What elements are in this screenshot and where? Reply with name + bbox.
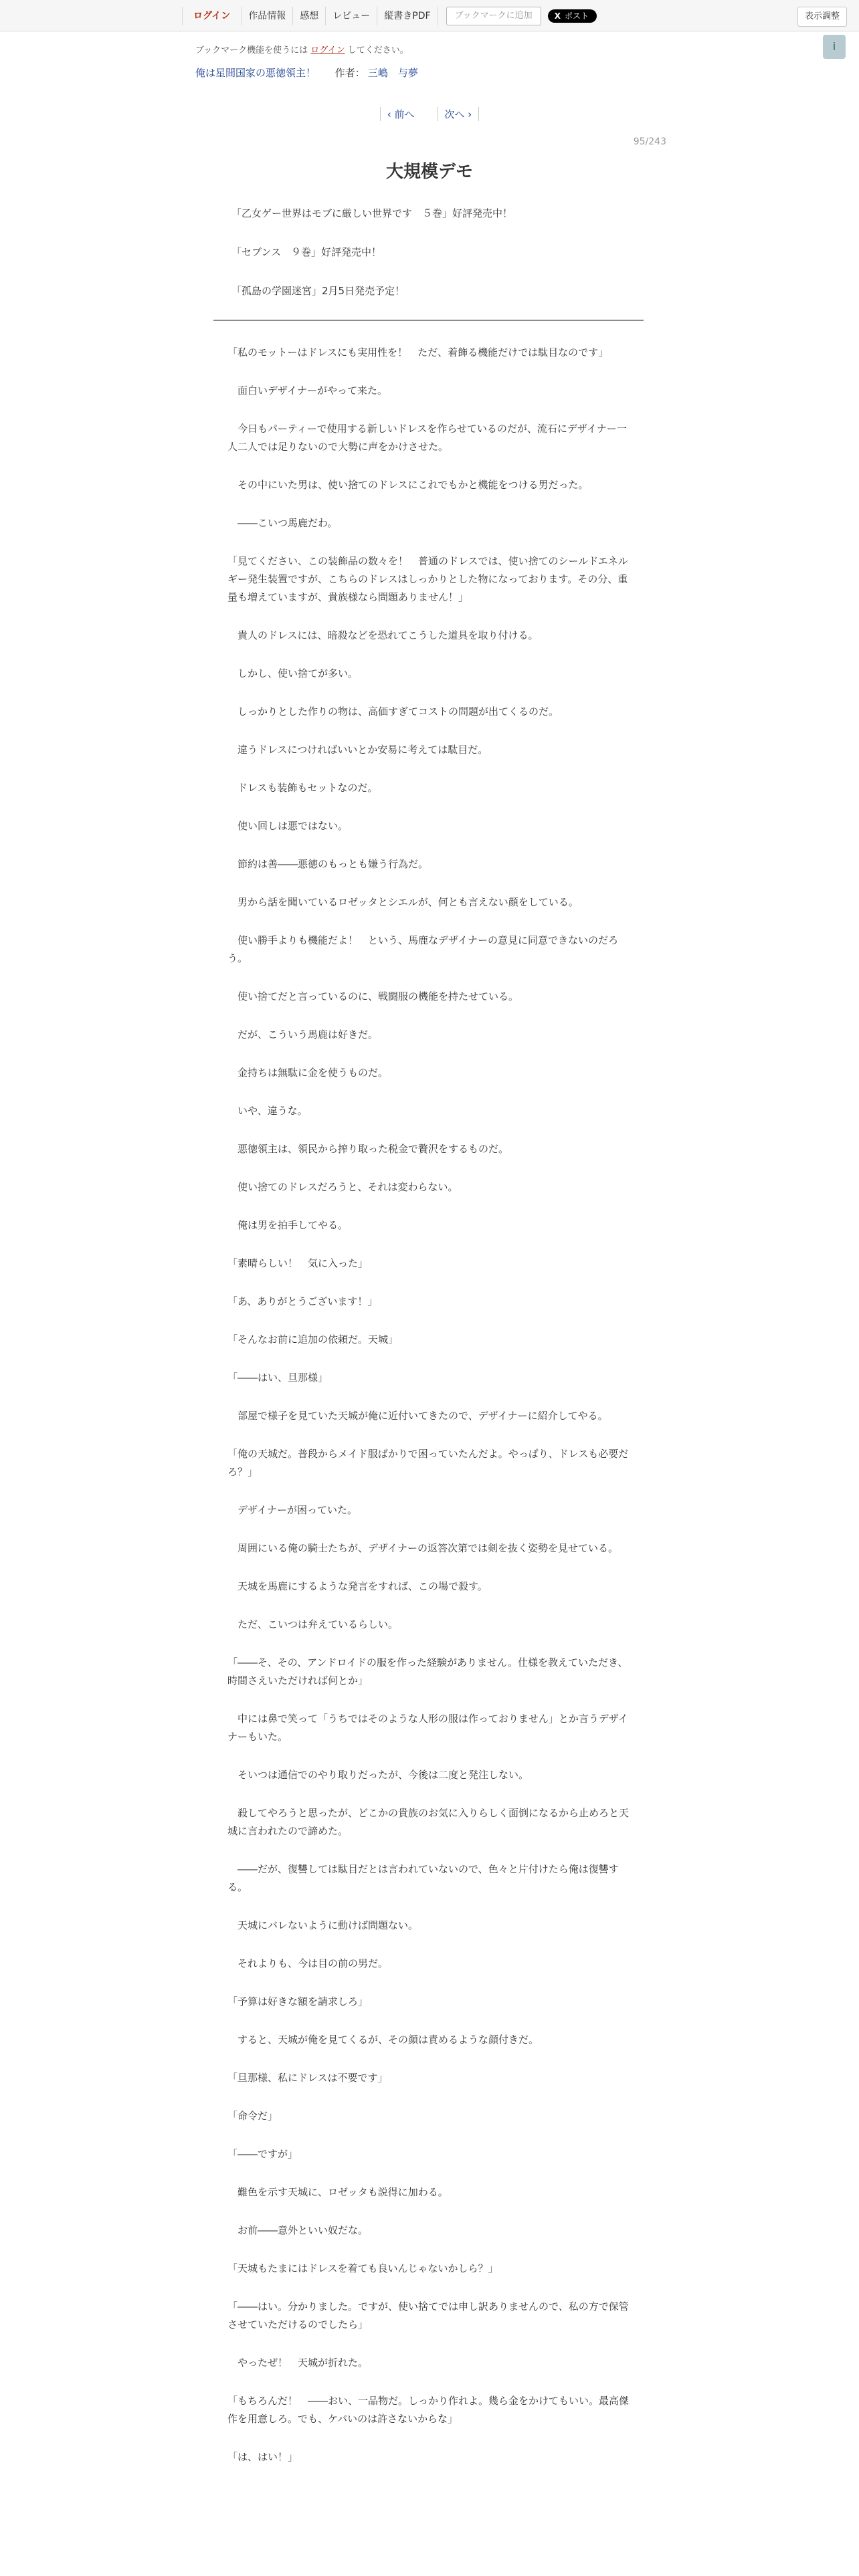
body-paragraph: 殺してやろうと思ったが、どこかの貴族のお気に入りらしく面倒になるから止めろと天城に言われたので諦めた。 xyxy=(227,1807,630,1837)
body-paragraph: 天城にバレないように動けば問題ない。 xyxy=(237,1919,419,1931)
body-paragraph: 周囲にいる俺の騎士たちが、デザイナーの返答次第では剣を抜く姿勢を見せている。 xyxy=(237,1542,618,1554)
body-paragraph: 「俺の天城だ。普段からメイド服ばかりで困っていたんだよ。やっぱり、ドレスも必要だろ？」 xyxy=(227,1448,629,1478)
nav-impressions[interactable]: 感想 xyxy=(292,7,325,25)
display-settings-button[interactable]: 表示調整 xyxy=(797,7,847,27)
body-paragraph: 使い捨てのドレスだろうと、それは変わらない。 xyxy=(237,1181,458,1193)
body-paragraph: 「見てください、この装飾品の数々を！ 普通のドレスでは、使い捨てのシールドエネルギー発生装置ですが、こちらのドレスはしっかりとした物になっております。その分、重量も増えていますが、貴族様なら問題ありません！」 xyxy=(227,555,628,603)
body-paragraph: 男から話を聞いているロゼッタとシエルが、何とも言えない顔をしている。 xyxy=(237,896,579,908)
body-paragraph: ただ、こいつは弁えているらしい。 xyxy=(237,1618,399,1630)
body-paragraph: 今日もパーティーで使用する新しいドレスを作らせているのだが、流石にデザイナー一人二人では足りないので大勢に声をかけさせた。 xyxy=(227,423,627,453)
episode-title: 大規模デモ xyxy=(385,162,473,182)
body-paragraph: 部屋で様子を見ていた天城が俺に近付いてきたので、デザイナーに紹介してやる。 xyxy=(237,1410,608,1422)
next-episode-link[interactable]: 次へ › xyxy=(438,107,480,121)
body-paragraph: 「は、はい！」 xyxy=(227,2451,298,2463)
notice-login-link[interactable]: ログイン xyxy=(310,45,345,56)
preface xyxy=(231,207,633,324)
nav-reviews[interactable]: レビュー xyxy=(325,7,377,25)
x-post-button[interactable] xyxy=(548,9,597,23)
body-paragraph: 使い勝手よりも機能だよ！ という、馬鹿なデザイナーの意見に同意できないのだろう。 xyxy=(227,934,618,964)
notice-suffix: してください。 xyxy=(345,45,409,56)
body-paragraph: 「もちろんだ！ ――おい、一品物だ。しっかり作れよ。幾ら金をかけてもいい。最高傑作を用意しろ。でも、ケバいのは許さないからな」 xyxy=(227,2395,630,2425)
preface-divider xyxy=(213,320,644,321)
body-paragraph: 節約は善――悪徳のもっとも嫌う行為だ。 xyxy=(237,858,429,870)
bookmark-notice xyxy=(195,43,409,56)
body-paragraph: 貴人のドレスには、暗殺などを恐れてこうした道具を取り付ける。 xyxy=(237,629,539,641)
preface-line: 「孤島の学園迷宮」2月5日発売予定！ xyxy=(231,285,405,297)
x-post-label: ポスト xyxy=(564,11,589,21)
prev-episode-link[interactable]: ‹ 前へ xyxy=(380,107,421,121)
body-paragraph: 天城を馬鹿にするような発言をすれば、この場で殺す。 xyxy=(237,1580,488,1592)
nav-vertical-pdf[interactable]: 縦書きPDF xyxy=(377,7,438,25)
body-paragraph: 使い回しは悪ではない。 xyxy=(237,820,349,832)
login-link[interactable]: ログイン xyxy=(182,7,241,25)
body-paragraph: しっかりとした作りの物は、高価すぎてコストの問題が出てくるのだ。 xyxy=(237,706,559,718)
body-paragraph: そいつは通信でのやり取りだったが、今後は二度と発注しない。 xyxy=(237,1769,529,1781)
top-toolbar xyxy=(0,0,859,31)
body-paragraph: 「旦那様、私にドレスは不要です」 xyxy=(227,2072,388,2084)
toolbar-nav xyxy=(182,7,597,25)
episode-body xyxy=(227,344,629,2486)
bookmark-add-button[interactable]: ブックマークに追加 xyxy=(446,7,541,25)
body-paragraph: 「――はい、旦那様」 xyxy=(227,1372,328,1384)
body-paragraph: やったぜ！ 天城が折れた。 xyxy=(237,2357,369,2369)
body-paragraph: それよりも、今は目の前の男だ。 xyxy=(237,1957,389,1969)
body-paragraph: 「あ、ありがとうございます！」 xyxy=(227,1295,378,1307)
body-paragraph: その中にいた男は、使い捨てのドレスにこれでもかと機能をつける男だった。 xyxy=(237,479,589,491)
notice-prefix: ブックマーク機能を使うには xyxy=(195,45,311,56)
episode-count: 95/243 xyxy=(633,136,666,147)
series-title-link[interactable]: 俺は星間国家の悪徳領主！ xyxy=(195,67,316,79)
x-logo-icon: X xyxy=(554,11,561,21)
body-paragraph: お前――意外といい奴だな。 xyxy=(237,2224,369,2236)
body-paragraph: 金持ちは無駄に金を使うものだ。 xyxy=(237,1067,389,1079)
body-paragraph: 「天城もたまにはドレスを着ても良いんじゃないかしら？」 xyxy=(227,2262,498,2274)
info-icon[interactable]: i xyxy=(823,35,846,59)
body-paragraph: しかし、使い捨てが多い。 xyxy=(237,667,359,679)
body-paragraph: 俺は男を拍手してやる。 xyxy=(237,1219,349,1231)
body-paragraph: 「――そ、その、アンドロイドの服を作った経験がありません。仕様を教えていただき、時間さえいただければ何とか」 xyxy=(227,1656,628,1687)
body-paragraph: 「命令だ」 xyxy=(227,2110,278,2122)
body-paragraph: ――だが、復讐しては駄目だとは言われていないので、色々と片付けたら俺は復讐する。 xyxy=(227,1863,619,1893)
author-label: 作者： xyxy=(335,67,365,79)
body-paragraph: 「そんなお前に追加の依頼だ。天城」 xyxy=(227,1333,399,1346)
body-paragraph: ――こいつ馬鹿だわ。 xyxy=(237,517,338,529)
preface-line: 「セブンス ９巻」好評発売中！ xyxy=(231,246,381,258)
body-paragraph: 面白いデザイナーがやって来た。 xyxy=(237,385,387,397)
body-paragraph: ドレスも装飾もセットなのだ。 xyxy=(237,782,378,794)
body-paragraph: 「予算は好きな額を請求しろ」 xyxy=(227,1996,369,2008)
body-paragraph: いや、違うな。 xyxy=(237,1105,308,1117)
body-paragraph: 中には鼻で笑って「うちではそのような人形の服は作っておりません」とか言うデザイナーもいた。 xyxy=(227,1713,628,1743)
body-paragraph: 「素晴らしい！ 気に入った」 xyxy=(227,1257,369,1269)
body-paragraph: 違うドレスにつければいいとか安易に考えては駄目だ。 xyxy=(237,744,488,756)
body-paragraph: だが、こういう馬鹿は好きだ。 xyxy=(237,1029,379,1041)
episode-pager xyxy=(0,107,859,121)
body-paragraph: 使い捨てだと言っているのに、戦闘服の機能を持たせている。 xyxy=(237,990,519,1002)
body-paragraph: デザイナーが困っていた。 xyxy=(237,1504,357,1516)
nav-work-info[interactable]: 作品情報 xyxy=(241,7,292,25)
body-paragraph: すると、天城が俺を見てくるが、その顔は責めるような顔付きだ。 xyxy=(237,2034,539,2046)
body-paragraph: 「――ですが」 xyxy=(227,2148,298,2160)
body-paragraph: 悪徳領主は、領民から搾り取った税金で贅沢をするものだ。 xyxy=(237,1143,509,1155)
preface-line: 「乙女ゲー世界はモブに厳しい世界です ５巻」好評発売中！ xyxy=(231,207,513,219)
body-paragraph: 難色を示す天城に、ロゼッタも説得に加わる。 xyxy=(237,2186,448,2198)
series-info xyxy=(195,66,418,80)
author-link[interactable]: 三嶋 与夢 xyxy=(367,67,418,79)
body-paragraph: 「――はい。分かりました。ですが、使い捨てでは申し訳ありませんので、私の方で保管させていただけるのでしたら」 xyxy=(227,2300,629,2331)
body-paragraph: 「私のモットーはドレスにも実用性を！ ただ、着飾る機能だけでは駄目なのです」 xyxy=(227,346,609,358)
